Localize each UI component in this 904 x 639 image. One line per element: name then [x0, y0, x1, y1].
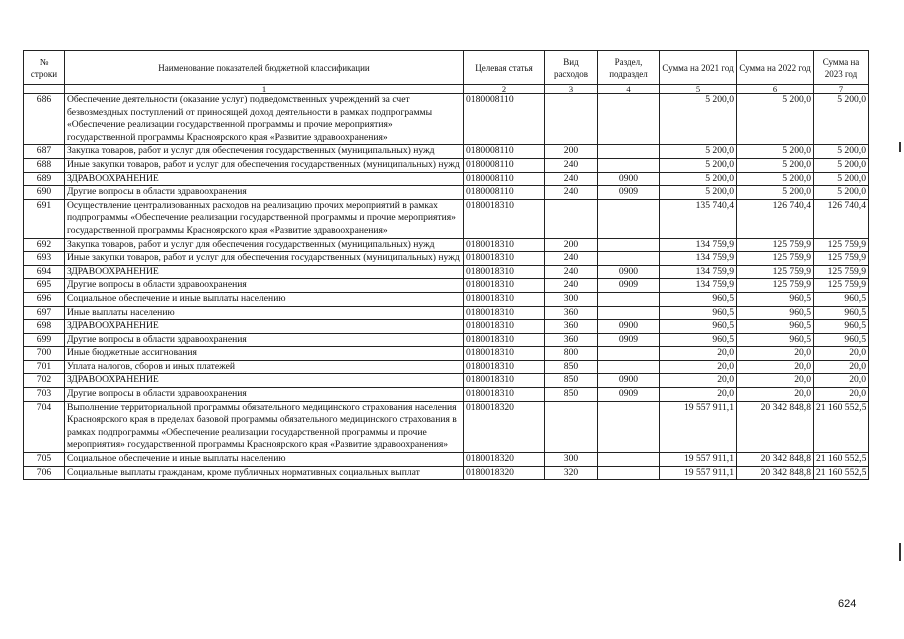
row-name: ЗДРАВООХРАНЕНИЕ: [65, 172, 464, 186]
table-row: [24, 238, 869, 252]
row-sum-2022: 125 759,9: [737, 279, 814, 293]
row-sum-2022: 126 740,4: [737, 199, 814, 238]
row-expense-type: 240: [545, 265, 598, 279]
row-name: Обеспечение деятельности (оказание услуг) подведомственных учреждений за счет безвозмездных поступлений от приносящей доход деятельности в рамках подпрограммы «Обеспечение реализации государственной программы и прочие мероприятия» государственной программы Красноярского края «Развитие здравоохранения»: [65, 94, 464, 145]
row-section: [598, 145, 660, 159]
header-sum-2022: Сумма на 2022 год: [737, 51, 814, 85]
table-row: [24, 252, 869, 266]
table-row: [24, 265, 869, 279]
row-sum-2022: 5 200,0: [737, 145, 814, 159]
row-sum-2022: 20,0: [737, 360, 814, 374]
row-expense-type: [545, 199, 598, 238]
row-number: 701: [24, 360, 65, 374]
row-expense-type: 850: [545, 374, 598, 388]
row-sum-2023: 5 200,0: [814, 94, 869, 145]
row-expense-type: 300: [545, 453, 598, 467]
row-target-code: 0180018320: [464, 466, 545, 480]
row-sum-2022: 125 759,9: [737, 238, 814, 252]
table-body: [24, 85, 869, 480]
row-section: 0909: [598, 186, 660, 200]
row-name: Другие вопросы в области здравоохранения: [65, 279, 464, 293]
row-name: Уплата налогов, сборов и иных платежей: [65, 360, 464, 374]
table-row: [24, 172, 869, 186]
row-sum-2021: 19 557 911,1: [660, 453, 737, 467]
row-section: [598, 306, 660, 320]
table-row: [24, 374, 869, 388]
column-number: 2: [464, 85, 545, 94]
row-expense-type: 200: [545, 238, 598, 252]
row-sum-2022: 20,0: [737, 347, 814, 361]
row-target-code: 0180018320: [464, 401, 545, 452]
table-row: [24, 292, 869, 306]
scan-edge-mark: [899, 142, 901, 152]
row-sum-2022: 20 342 848,8: [737, 401, 814, 452]
row-name: Другие вопросы в области здравоохранения: [65, 186, 464, 200]
row-target-code: 0180018310: [464, 292, 545, 306]
row-name: Другие вопросы в области здравоохранения: [65, 388, 464, 402]
row-sum-2023: 126 740,4: [814, 199, 869, 238]
row-sum-2021: 5 200,0: [660, 158, 737, 172]
row-expense-type: 240: [545, 186, 598, 200]
row-sum-2022: 20,0: [737, 374, 814, 388]
header-expense-type: Вид расходов: [545, 51, 598, 85]
column-number: 4: [598, 85, 660, 94]
row-section: [598, 466, 660, 480]
row-expense-type: 240: [545, 158, 598, 172]
row-number: 689: [24, 172, 65, 186]
row-name: Закупка товаров, работ и услуг для обеспечения государственных (муниципальных) нужд: [65, 238, 464, 252]
row-target-code: 0180018310: [464, 347, 545, 361]
row-sum-2021: 5 200,0: [660, 94, 737, 145]
table-row: [24, 466, 869, 480]
row-sum-2022: 5 200,0: [737, 186, 814, 200]
row-target-code: 0180018310: [464, 374, 545, 388]
row-name: ЗДРАВООХРАНЕНИЕ: [65, 320, 464, 334]
row-section: [598, 401, 660, 452]
row-expense-type: 360: [545, 306, 598, 320]
row-number: 704: [24, 401, 65, 452]
row-name: Иные закупки товаров, работ и услуг для обеспечения государственных (муниципальных) нужд: [65, 158, 464, 172]
row-sum-2022: 960,5: [737, 292, 814, 306]
row-section: [598, 238, 660, 252]
row-sum-2021: 20,0: [660, 388, 737, 402]
row-section: 0909: [598, 279, 660, 293]
table-row: [24, 320, 869, 334]
row-sum-2021: 134 759,9: [660, 265, 737, 279]
row-number: 687: [24, 145, 65, 159]
column-number: 6: [737, 85, 814, 94]
row-target-code: 0180018310: [464, 360, 545, 374]
row-section: [598, 199, 660, 238]
row-name: Социальное обеспечение и иные выплаты населению: [65, 292, 464, 306]
row-number: 706: [24, 466, 65, 480]
row-target-code: 0180008110: [464, 94, 545, 145]
row-target-code: 0180018310: [464, 265, 545, 279]
row-sum-2023: 5 200,0: [814, 158, 869, 172]
row-sum-2023: 21 160 552,5: [814, 401, 869, 452]
column-numbers-row: [24, 85, 869, 94]
row-sum-2021: 5 200,0: [660, 172, 737, 186]
row-target-code: 0180018310: [464, 279, 545, 293]
row-expense-type: [545, 401, 598, 452]
row-expense-type: [545, 94, 598, 145]
row-number: 700: [24, 347, 65, 361]
row-number: 703: [24, 388, 65, 402]
row-sum-2023: 20,0: [814, 347, 869, 361]
row-target-code: 0180018320: [464, 453, 545, 467]
row-sum-2021: 960,5: [660, 320, 737, 334]
row-sum-2021: 20,0: [660, 360, 737, 374]
row-number: 695: [24, 279, 65, 293]
row-sum-2023: 5 200,0: [814, 186, 869, 200]
row-sum-2023: 125 759,9: [814, 265, 869, 279]
header-row: [24, 51, 869, 85]
row-target-code: 0180018310: [464, 306, 545, 320]
row-section: 0900: [598, 172, 660, 186]
row-sum-2021: 960,5: [660, 333, 737, 347]
row-sum-2022: 960,5: [737, 320, 814, 334]
row-sum-2022: 5 200,0: [737, 172, 814, 186]
row-sum-2022: 960,5: [737, 306, 814, 320]
row-sum-2021: 960,5: [660, 306, 737, 320]
row-expense-type: 850: [545, 360, 598, 374]
row-number: 705: [24, 453, 65, 467]
row-sum-2021: 134 759,9: [660, 279, 737, 293]
row-sum-2023: 21 160 552,5: [814, 466, 869, 480]
row-target-code: 0180008110: [464, 145, 545, 159]
row-name: Иные закупки товаров, работ и услуг для обеспечения государственных (муниципальных) нужд: [65, 252, 464, 266]
header-name: Наименование показателей бюджетной классификации: [65, 51, 464, 85]
row-name: ЗДРАВООХРАНЕНИЕ: [65, 374, 464, 388]
budget-table: [23, 50, 869, 480]
row-name: Иные выплаты населению: [65, 306, 464, 320]
row-expense-type: 240: [545, 279, 598, 293]
row-target-code: 0180008110: [464, 158, 545, 172]
scan-edge-mark: [899, 543, 901, 561]
row-number: 688: [24, 158, 65, 172]
row-sum-2021: 134 759,9: [660, 252, 737, 266]
row-sum-2021: 19 557 911,1: [660, 401, 737, 452]
row-section: [598, 252, 660, 266]
row-section: [598, 347, 660, 361]
row-number: 692: [24, 238, 65, 252]
table-row: [24, 279, 869, 293]
table-row: [24, 306, 869, 320]
row-target-code: 0180018310: [464, 333, 545, 347]
header-row-no: № строки: [24, 51, 65, 85]
row-expense-type: 300: [545, 292, 598, 306]
row-sum-2023: 125 759,9: [814, 279, 869, 293]
row-sum-2022: 960,5: [737, 333, 814, 347]
row-name: Выполнение территориальной программы обязательного медицинского страхования населения Красноярского края в пределах базовой программы обязательного медицинского страхования в рамках подпрограммы «Обеспечение реализации государственной программы и прочие мероприятия» государственной программы Красноярского края «Развитие здравоохранения»: [65, 401, 464, 452]
column-number: 1: [65, 85, 464, 94]
row-sum-2023: 960,5: [814, 333, 869, 347]
table-row: [24, 145, 869, 159]
row-target-code: 0180018310: [464, 252, 545, 266]
row-sum-2023: 125 759,9: [814, 238, 869, 252]
table-row: [24, 186, 869, 200]
header-sum-2023: Сумма на 2023 год: [814, 51, 869, 85]
row-sum-2023: 125 759,9: [814, 252, 869, 266]
row-sum-2023: 960,5: [814, 292, 869, 306]
row-sum-2022: 125 759,9: [737, 252, 814, 266]
row-sum-2022: 20 342 848,8: [737, 466, 814, 480]
row-target-code: 0180018310: [464, 320, 545, 334]
row-sum-2023: 20,0: [814, 388, 869, 402]
row-name: Иные бюджетные ассигнования: [65, 347, 464, 361]
row-sum-2023: 20,0: [814, 374, 869, 388]
row-sum-2022: 5 200,0: [737, 94, 814, 145]
table-row: [24, 333, 869, 347]
row-expense-type: 800: [545, 347, 598, 361]
row-section: 0909: [598, 388, 660, 402]
row-number: 699: [24, 333, 65, 347]
row-name: ЗДРАВООХРАНЕНИЕ: [65, 265, 464, 279]
row-name: Закупка товаров, работ и услуг для обеспечения государственных (муниципальных) нужд: [65, 145, 464, 159]
row-sum-2021: 135 740,4: [660, 199, 737, 238]
row-target-code: 0180008110: [464, 186, 545, 200]
row-sum-2023: 960,5: [814, 320, 869, 334]
header-target: Целевая статья: [464, 51, 545, 85]
table-row: [24, 388, 869, 402]
row-section: 0900: [598, 374, 660, 388]
table-row: [24, 199, 869, 238]
row-number: 702: [24, 374, 65, 388]
row-sum-2023: 21 160 552,5: [814, 453, 869, 467]
row-sum-2022: 125 759,9: [737, 265, 814, 279]
column-number: 5: [660, 85, 737, 94]
row-target-code: 0180008110: [464, 172, 545, 186]
row-section: [598, 94, 660, 145]
row-name: Другие вопросы в области здравоохранения: [65, 333, 464, 347]
row-expense-type: 200: [545, 145, 598, 159]
header-sum-2021: Сумма на 2021 год: [660, 51, 737, 85]
row-expense-type: 360: [545, 333, 598, 347]
row-target-code: 0180018310: [464, 238, 545, 252]
row-number: 693: [24, 252, 65, 266]
row-sum-2021: 5 200,0: [660, 145, 737, 159]
table-row: [24, 360, 869, 374]
row-number: 697: [24, 306, 65, 320]
row-sum-2023: 960,5: [814, 306, 869, 320]
row-sum-2021: 960,5: [660, 292, 737, 306]
table-row: [24, 401, 869, 452]
row-name: Социальное обеспечение и иные выплаты населению: [65, 453, 464, 467]
row-name: Социальные выплаты гражданам, кроме публичных нормативных социальных выплат: [65, 466, 464, 480]
row-number: 694: [24, 265, 65, 279]
row-expense-type: 360: [545, 320, 598, 334]
row-sum-2023: 5 200,0: [814, 145, 869, 159]
row-expense-type: 240: [545, 252, 598, 266]
column-number: 7: [814, 85, 869, 94]
row-section: 0900: [598, 320, 660, 334]
row-section: 0900: [598, 265, 660, 279]
table-row: [24, 347, 869, 361]
column-number: [24, 85, 65, 94]
row-section: [598, 292, 660, 306]
row-sum-2021: 20,0: [660, 347, 737, 361]
header-section: Раздел, подраздел: [598, 51, 660, 85]
row-section: [598, 158, 660, 172]
table-row: [24, 453, 869, 467]
row-sum-2021: 20,0: [660, 374, 737, 388]
row-sum-2021: 134 759,9: [660, 238, 737, 252]
row-sum-2023: 20,0: [814, 360, 869, 374]
row-target-code: 0180018310: [464, 199, 545, 238]
row-number: 691: [24, 199, 65, 238]
row-sum-2022: 20,0: [737, 388, 814, 402]
row-target-code: 0180018310: [464, 388, 545, 402]
row-sum-2022: 20 342 848,8: [737, 453, 814, 467]
row-section: [598, 453, 660, 467]
row-sum-2022: 5 200,0: [737, 158, 814, 172]
row-section: [598, 360, 660, 374]
table-row: [24, 158, 869, 172]
row-number: 686: [24, 94, 65, 145]
row-name: Осуществление централизованных расходов на реализацию прочих мероприятий в рамках подпрограммы «Обеспечение реализации государственной программы и прочие мероприятия» государственной программы Красноярского края «Развитие здравоохранения»: [65, 199, 464, 238]
row-expense-type: 850: [545, 388, 598, 402]
row-sum-2023: 5 200,0: [814, 172, 869, 186]
row-sum-2021: 5 200,0: [660, 186, 737, 200]
row-expense-type: 320: [545, 466, 598, 480]
row-section: 0909: [598, 333, 660, 347]
row-number: 690: [24, 186, 65, 200]
row-number: 698: [24, 320, 65, 334]
row-sum-2021: 19 557 911,1: [660, 466, 737, 480]
page-number: 624: [838, 598, 857, 610]
column-number: 3: [545, 85, 598, 94]
row-number: 696: [24, 292, 65, 306]
row-expense-type: 240: [545, 172, 598, 186]
table-row: [24, 94, 869, 145]
